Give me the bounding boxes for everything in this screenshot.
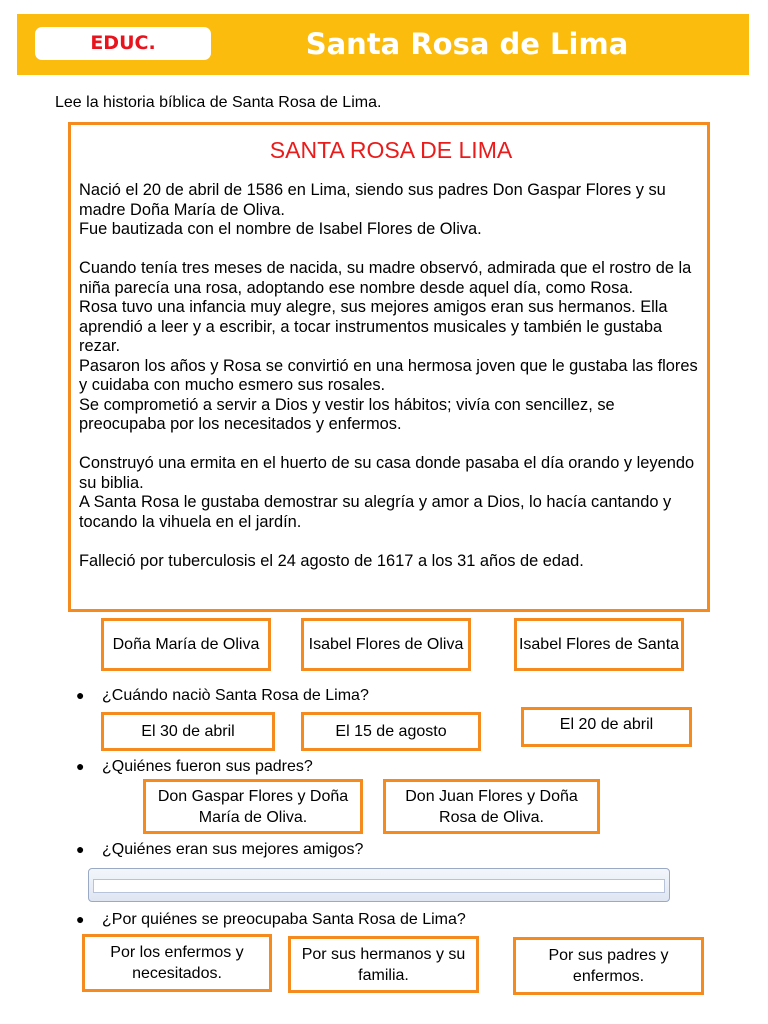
bullet-icon: ● [76,687,85,703]
option-concern-2[interactable]: Por sus hermanos y su familia. [288,936,479,993]
story-box [68,122,710,612]
option-name-3[interactable]: Isabel Flores de Santa [514,618,684,671]
friends-answer-field[interactable] [88,868,670,902]
bullet-icon: ● [76,841,85,857]
header-banner [17,14,749,75]
option-parents-1[interactable]: Don Gaspar Flores y Doña María de Oliva. [143,779,363,834]
option-birthdate-1[interactable]: El 30 de abril [101,712,275,751]
question-1 [76,687,369,705]
story-line: Construyó una ermita en el huerto de su casa donde pasaba el día orando y leyendo su biblia. [79,454,695,492]
story-line: Fue bautizada con el nombre de Isabel Flores de Oliva. [79,220,482,238]
option-concern-1[interactable]: Por los enfermos y necesitados. [82,934,272,992]
bullet-icon: ● [76,758,85,774]
question-text: ¿Quiénes fueron sus padres? [102,758,313,775]
option-parents-2[interactable]: Don Juan Flores y Doña Rosa de Oliva. [383,779,600,834]
educ-badge: EDUC. [35,27,211,60]
story-line: Rosa tuvo una infancia muy alegre, sus mejores amigos eran sus hermanos. Ella aprendió a leer y a escribir, a tocar instrumentos musicales y también le gustaba rezar. [79,298,668,355]
story-title: SANTA ROSA DE LIMA [269,137,513,163]
option-name-1[interactable]: Doña María de Oliva [101,618,271,671]
question-4 [76,911,466,929]
option-birthdate-2[interactable]: El 15 de agosto [301,712,481,751]
story-line: A Santa Rosa le gustaba demostrar su alegría y amor a Dios, lo hacía cantando y tocando la vihuela en el jardín. [79,493,672,531]
option-name-2[interactable]: Isabel Flores de Oliva [301,618,471,671]
question-text: ¿Quiénes eran sus mejores amigos? [102,841,364,858]
story-line: Pasaron los años y Rosa se convirtió en una hermosa joven que le gustaba las flores y cuidaba con mucho esmero sus rosales. [79,356,698,394]
option-concern-3[interactable]: Por sus padres y enfermos. [513,937,704,995]
instruction-text: Lee la historia bíblica de Santa Rosa de Lima. [55,94,382,111]
story-line: Cuando tenía tres meses de nacida, su madre observó, admirada que el rostro de la niña parecía una rosa, adoptando ese nombre desde aquel día, como Rosa. [79,259,692,297]
story-line: Se comprometió a servir a Dios y vestir los hábitos; vivía con sencillez, se preocupaba por los necesitados y enfermos. [79,395,615,433]
story-body [79,181,703,571]
question-3 [76,841,363,859]
question-2 [76,758,313,776]
bullet-icon: ● [76,911,85,927]
question-text: ¿Cuándo naciò Santa Rosa de Lima? [102,687,369,704]
option-birthdate-3[interactable]: El 20 de abril [521,707,692,747]
story-line: Falleció por tuberculosis el 24 agosto de 1617 a los 31 años de edad. [79,551,584,570]
question-text: ¿Por quiénes se preocupaba Santa Rosa de Lima? [102,911,466,928]
page-title: Santa Rosa de Lima [305,27,629,61]
story-line: Nació el 20 de abril de 1586 en Lima, siendo sus padres Don Gaspar Flores y su madre Doña María de Oliva. [79,181,666,219]
friends-answer-input[interactable] [93,879,665,893]
